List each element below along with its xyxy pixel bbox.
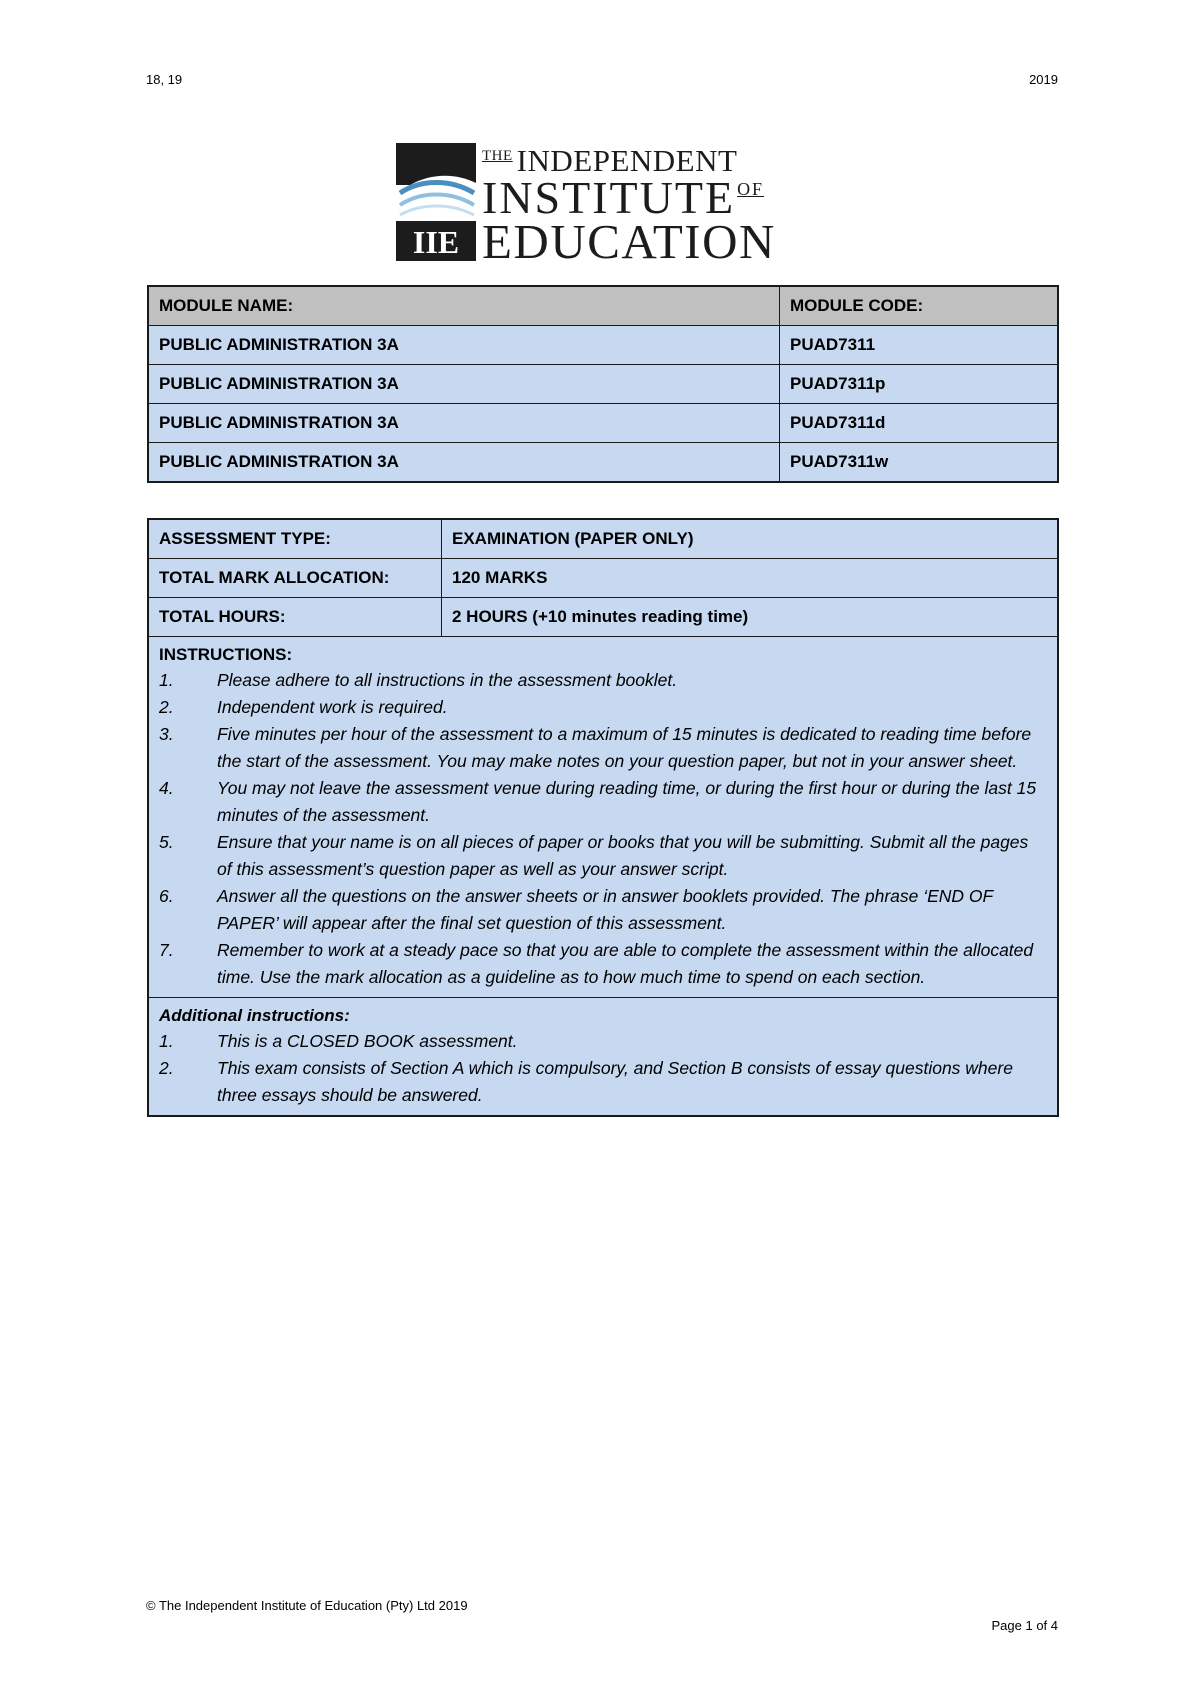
total-marks-value: 120 MARKS	[442, 559, 1059, 598]
item-number: 6.	[159, 886, 174, 906]
logo-the: THE	[482, 148, 513, 164]
header-left-text: 18, 19	[146, 72, 183, 87]
module-name-cell: PUBLIC ADMINISTRATION 3A	[148, 326, 780, 365]
module-name-cell: PUBLIC ADMINISTRATION 3A	[148, 443, 780, 483]
logo-line2: INSTITUTE	[482, 172, 736, 223]
item-text: You may not leave the assessment venue during reading time, or during the first hour or during the last 15 minutes of the assessment.	[217, 778, 1037, 825]
module-name-cell: PUBLIC ADMINISTRATION 3A	[148, 404, 780, 443]
iie-logo	[396, 143, 810, 269]
module-table	[147, 285, 1059, 483]
item-text: Remember to work at a steady pace so that you are able to complete the assessment within the allocated time. Use the mark allocation as a guideline as to how much time to spend on each section.	[217, 940, 1034, 987]
additional-instructions-list	[159, 1028, 1047, 1109]
module-table-header	[148, 286, 1058, 326]
item-text: Please adhere to all instructions in the assessment booklet.	[217, 670, 678, 690]
list-item	[159, 1028, 1047, 1055]
instructions-title: INSTRUCTIONS:	[159, 645, 293, 664]
item-number: 4.	[159, 778, 174, 798]
module-code-cell: PUAD7311d	[780, 404, 1059, 443]
assessment-type-label: ASSESSMENT TYPE:	[148, 519, 442, 559]
module-code-cell: PUAD7311p	[780, 365, 1059, 404]
additional-instructions-title: Additional instructions:	[159, 1006, 350, 1025]
item-number: 1.	[159, 1031, 174, 1051]
assessment-type-value: EXAMINATION (PAPER ONLY)	[442, 519, 1059, 559]
logo-line1: INDEPENDENT	[516, 143, 738, 178]
total-hours-label: TOTAL HOURS:	[148, 598, 442, 637]
total-marks-label: TOTAL MARK ALLOCATION:	[148, 559, 442, 598]
assessment-table	[147, 518, 1059, 1117]
module-name-header: MODULE NAME:	[148, 286, 780, 326]
table-row	[148, 326, 1058, 365]
list-item	[159, 937, 1047, 991]
item-text: Answer all the questions on the answer sheets or in answer booklets provided. The phrase ‘END OF PAPER’ will appear after the final set question of this assessment.	[217, 886, 993, 933]
item-number: 2.	[159, 1058, 174, 1078]
logo-mark-text: IIE	[412, 224, 460, 260]
module-name-cell: PUBLIC ADMINISTRATION 3A	[148, 365, 780, 404]
item-text: Independent work is required.	[217, 697, 448, 717]
instructions-list	[159, 667, 1047, 991]
total-hours-value: 2 HOURS (+10 minutes reading time)	[442, 598, 1059, 637]
item-number: 2.	[159, 697, 174, 717]
item-text: This exam consists of Section A which is compulsory, and Section B consists of essay questions where three essays should be answered.	[217, 1058, 1013, 1105]
list-item	[159, 694, 1047, 721]
item-number: 1.	[159, 670, 174, 690]
list-item	[159, 883, 1047, 937]
item-number: 7.	[159, 940, 174, 960]
list-item	[159, 829, 1047, 883]
additional-instructions-cell	[148, 998, 1058, 1117]
item-text: This is a CLOSED BOOK assessment.	[217, 1031, 518, 1051]
table-row	[148, 404, 1058, 443]
list-item	[159, 667, 1047, 694]
list-item	[159, 1055, 1047, 1109]
footer-copyright: © The Independent Institute of Education (Pty) Ltd 2019	[146, 1598, 468, 1613]
logo-of: OF	[737, 179, 765, 199]
logo-line3: EDUCATION	[482, 214, 776, 269]
item-number: 5.	[159, 832, 174, 852]
instructions-cell	[148, 637, 1058, 998]
table-row	[148, 519, 1058, 559]
table-row	[148, 365, 1058, 404]
item-number: 3.	[159, 724, 174, 744]
open-book-logo-icon	[396, 143, 476, 261]
table-row	[148, 443, 1058, 483]
table-row	[148, 559, 1058, 598]
list-item	[159, 775, 1047, 829]
module-code-cell: PUAD7311	[780, 326, 1059, 365]
list-item	[159, 721, 1047, 775]
module-code-header: MODULE CODE:	[780, 286, 1059, 326]
additional-instructions-row	[148, 998, 1058, 1117]
header-year: 2019	[1029, 72, 1058, 87]
item-text: Five minutes per hour of the assessment to a maximum of 15 minutes is dedicated to reading time before the start of the assessment. You may make notes on your question paper, but not in your answer sheet.	[217, 724, 1032, 771]
instructions-row	[148, 637, 1058, 998]
page-number: Page 1 of 4	[991, 1618, 1058, 1633]
table-row	[148, 598, 1058, 637]
item-text: Ensure that your name is on all pieces of paper or books that you will be submitting. Submit all the pages of this assessment’s question paper as well as your answer script.	[217, 832, 1029, 879]
module-code-cell: PUAD7311w	[780, 443, 1059, 483]
